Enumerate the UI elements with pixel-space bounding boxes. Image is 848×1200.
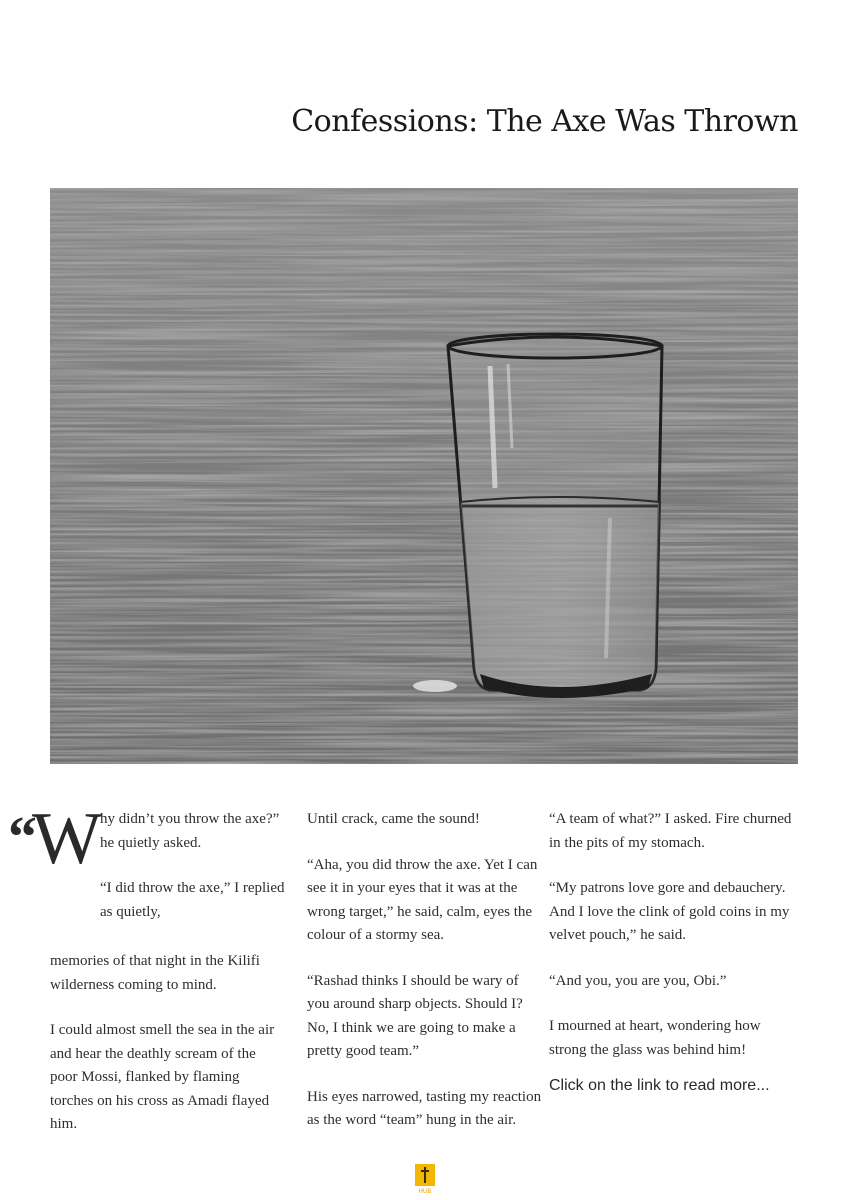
column-1 <box>8 798 286 1159</box>
page-title: Confessions: The Axe Was Thrown <box>291 104 798 139</box>
hub-logo-icon <box>411 1164 439 1194</box>
paragraph: “And you, you are you, Obi.” <box>549 972 727 989</box>
paragraph: “A team of what?” I asked. Fire churned in the pits of my stomach. <box>549 811 792 851</box>
drop-cap-letter: W <box>32 798 102 880</box>
paragraph: His eyes narrowed, tasting my reaction as the word “team” hung in the air. <box>307 1088 542 1128</box>
logo-text: HUB <box>418 1189 432 1194</box>
paragraph: “My patrons love gore and debauchery. And I love the clink of gold coins in my velvet pouch,” he said. <box>549 880 790 943</box>
drop-quote-mark: “ <box>8 804 37 869</box>
paragraph: I mourned at heart, wondering how strong the glass was behind him! <box>549 1018 761 1058</box>
glass-illustration <box>50 188 798 764</box>
paragraph: I could almost smell the sea in the air and hear the deathly scream of the poor Mossi, flanked by flaming torches on his cross as Amadi flayed him. <box>50 1022 275 1132</box>
read-more-link[interactable]: Click on the link to read more... <box>549 1077 770 1094</box>
lead-paragraph-2: “I did throw the axe,” I replied as quietly, <box>100 880 285 920</box>
paragraph: memories of that night in the Kilifi wilderness coming to mind. <box>50 953 260 993</box>
paragraph: “Aha, you did throw the axe. Yet I can see it in your eyes that it was at the wrong target,” he said, calm, eyes the colour of a stormy sea. <box>307 856 538 943</box>
paragraph: “Rashad thinks I should be wary of you around sharp objects. Should I? No, I think we are going to make a pretty good team.” <box>307 972 523 1059</box>
paragraph: Until crack, came the sound! <box>307 811 480 827</box>
column-2 <box>307 808 543 1155</box>
lead-paragraph-1: hy didn’t you throw the axe?” he quietly asked. <box>100 811 280 851</box>
column-3 <box>549 808 799 1098</box>
